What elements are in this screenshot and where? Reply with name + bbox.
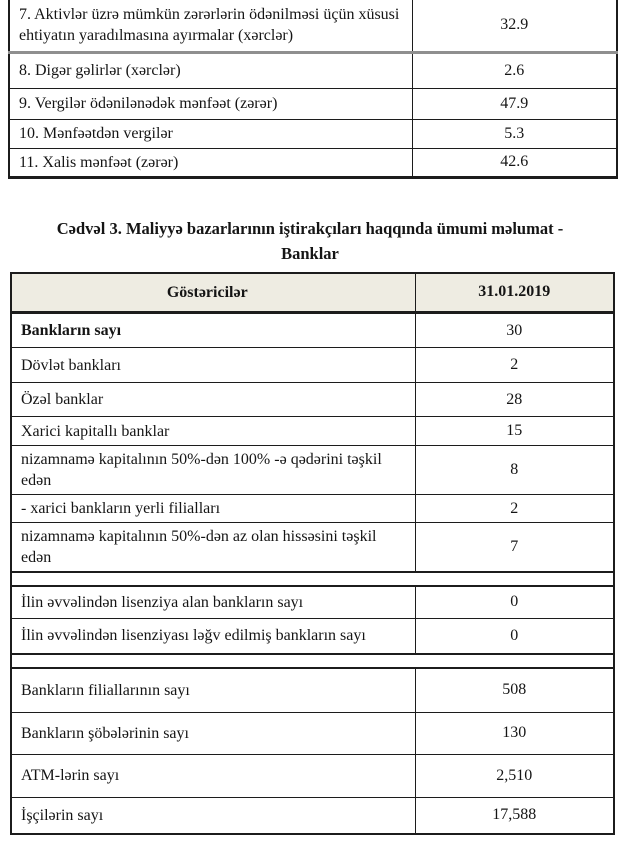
table-row	[9, 0, 617, 52]
row-label: nizamnamə kapitalının 50%-dən az olan hissəsini təşkil edən	[11, 523, 415, 573]
table-row	[9, 52, 617, 88]
row-label: Dövlət bankları	[11, 348, 415, 383]
row-value: 30	[415, 313, 614, 348]
spacer-cell	[11, 654, 614, 668]
financial-results-table	[8, 0, 618, 179]
row-label: İşçilərin sayı	[11, 797, 415, 834]
table-row	[11, 446, 614, 495]
row-value: 7	[415, 523, 614, 573]
row-value: 42.6	[412, 148, 617, 177]
table-row	[9, 119, 617, 148]
row-label: - xarici bankların yerli filialları	[11, 495, 415, 523]
row-label: Bankların şöbələrinin sayı	[11, 712, 415, 754]
table-row	[11, 523, 614, 573]
row-label: 9. Vergilər ödənilənədək mənfəət (zərər)	[9, 88, 412, 119]
banks-table	[10, 272, 615, 836]
table-row	[11, 383, 614, 417]
table-row	[11, 797, 614, 834]
table-row	[11, 348, 614, 383]
row-value: 130	[415, 712, 614, 754]
row-value: 28	[415, 383, 614, 417]
table-row	[11, 495, 614, 523]
row-value: 5.3	[412, 119, 617, 148]
row-label: İlin əvvəlindən lisenziya alan bankların sayı	[11, 586, 415, 618]
row-value: 2,510	[415, 754, 614, 797]
table-row	[11, 417, 614, 446]
table-row	[11, 668, 614, 712]
row-label: ATM-lərin sayı	[11, 754, 415, 797]
table-row	[9, 148, 617, 177]
row-value: 0	[415, 618, 614, 654]
header-indicators: Göstəricilər	[11, 273, 415, 313]
row-value: 17,588	[415, 797, 614, 834]
row-value: 8	[415, 446, 614, 495]
row-label: 8. Digər gəlirlər (xərclər)	[9, 52, 412, 88]
row-label: Xarici kapitallı banklar	[11, 417, 415, 446]
row-label: Bankların filiallarının sayı	[11, 668, 415, 712]
row-value: 2	[415, 348, 614, 383]
header-date: 31.01.2019	[415, 273, 614, 313]
spacer-row	[11, 654, 614, 668]
row-value: 47.9	[412, 88, 617, 119]
row-label: Bankların sayı	[11, 313, 415, 348]
row-value: 2	[415, 495, 614, 523]
row-label: 10. Mənfəətdən vergilər	[9, 119, 412, 148]
row-value: 32.9	[412, 0, 617, 52]
row-value: 508	[415, 668, 614, 712]
row-value: 15	[415, 417, 614, 446]
spacer-row	[11, 572, 614, 586]
caption-line-1: Cədvəl 3. Maliyyə bazarlarının iştirakçıları haqqında ümumi məlumat -	[56, 218, 564, 238]
row-label: 7. Aktivlər üzrə mümkün zərərlərin ödənilməsi üçün xüsusi ehtiyatın yaradılmasına ayırmalar (xərclər)	[9, 0, 412, 52]
table-row	[11, 712, 614, 754]
table-row	[11, 586, 614, 618]
table-header-row	[11, 273, 614, 313]
spacer-cell	[11, 572, 614, 586]
row-label: nizamnamə kapitalının 50%-dən 100% -ə qədərini təşkil edən	[11, 446, 415, 495]
row-label: Özəl banklar	[11, 383, 415, 417]
table-row	[11, 618, 614, 654]
table-row	[11, 754, 614, 797]
table-row	[9, 88, 617, 119]
row-label: 11. Xalis mənfəət (zərər)	[9, 148, 412, 177]
row-label: İlin əvvəlindən lisenziyası ləğv edilmiş bankların sayı	[11, 618, 415, 654]
caption-line-2: Banklar	[281, 243, 339, 263]
row-value: 0	[415, 586, 614, 618]
table-row	[11, 313, 614, 348]
table-caption	[10, 216, 610, 266]
row-value: 2.6	[412, 52, 617, 88]
